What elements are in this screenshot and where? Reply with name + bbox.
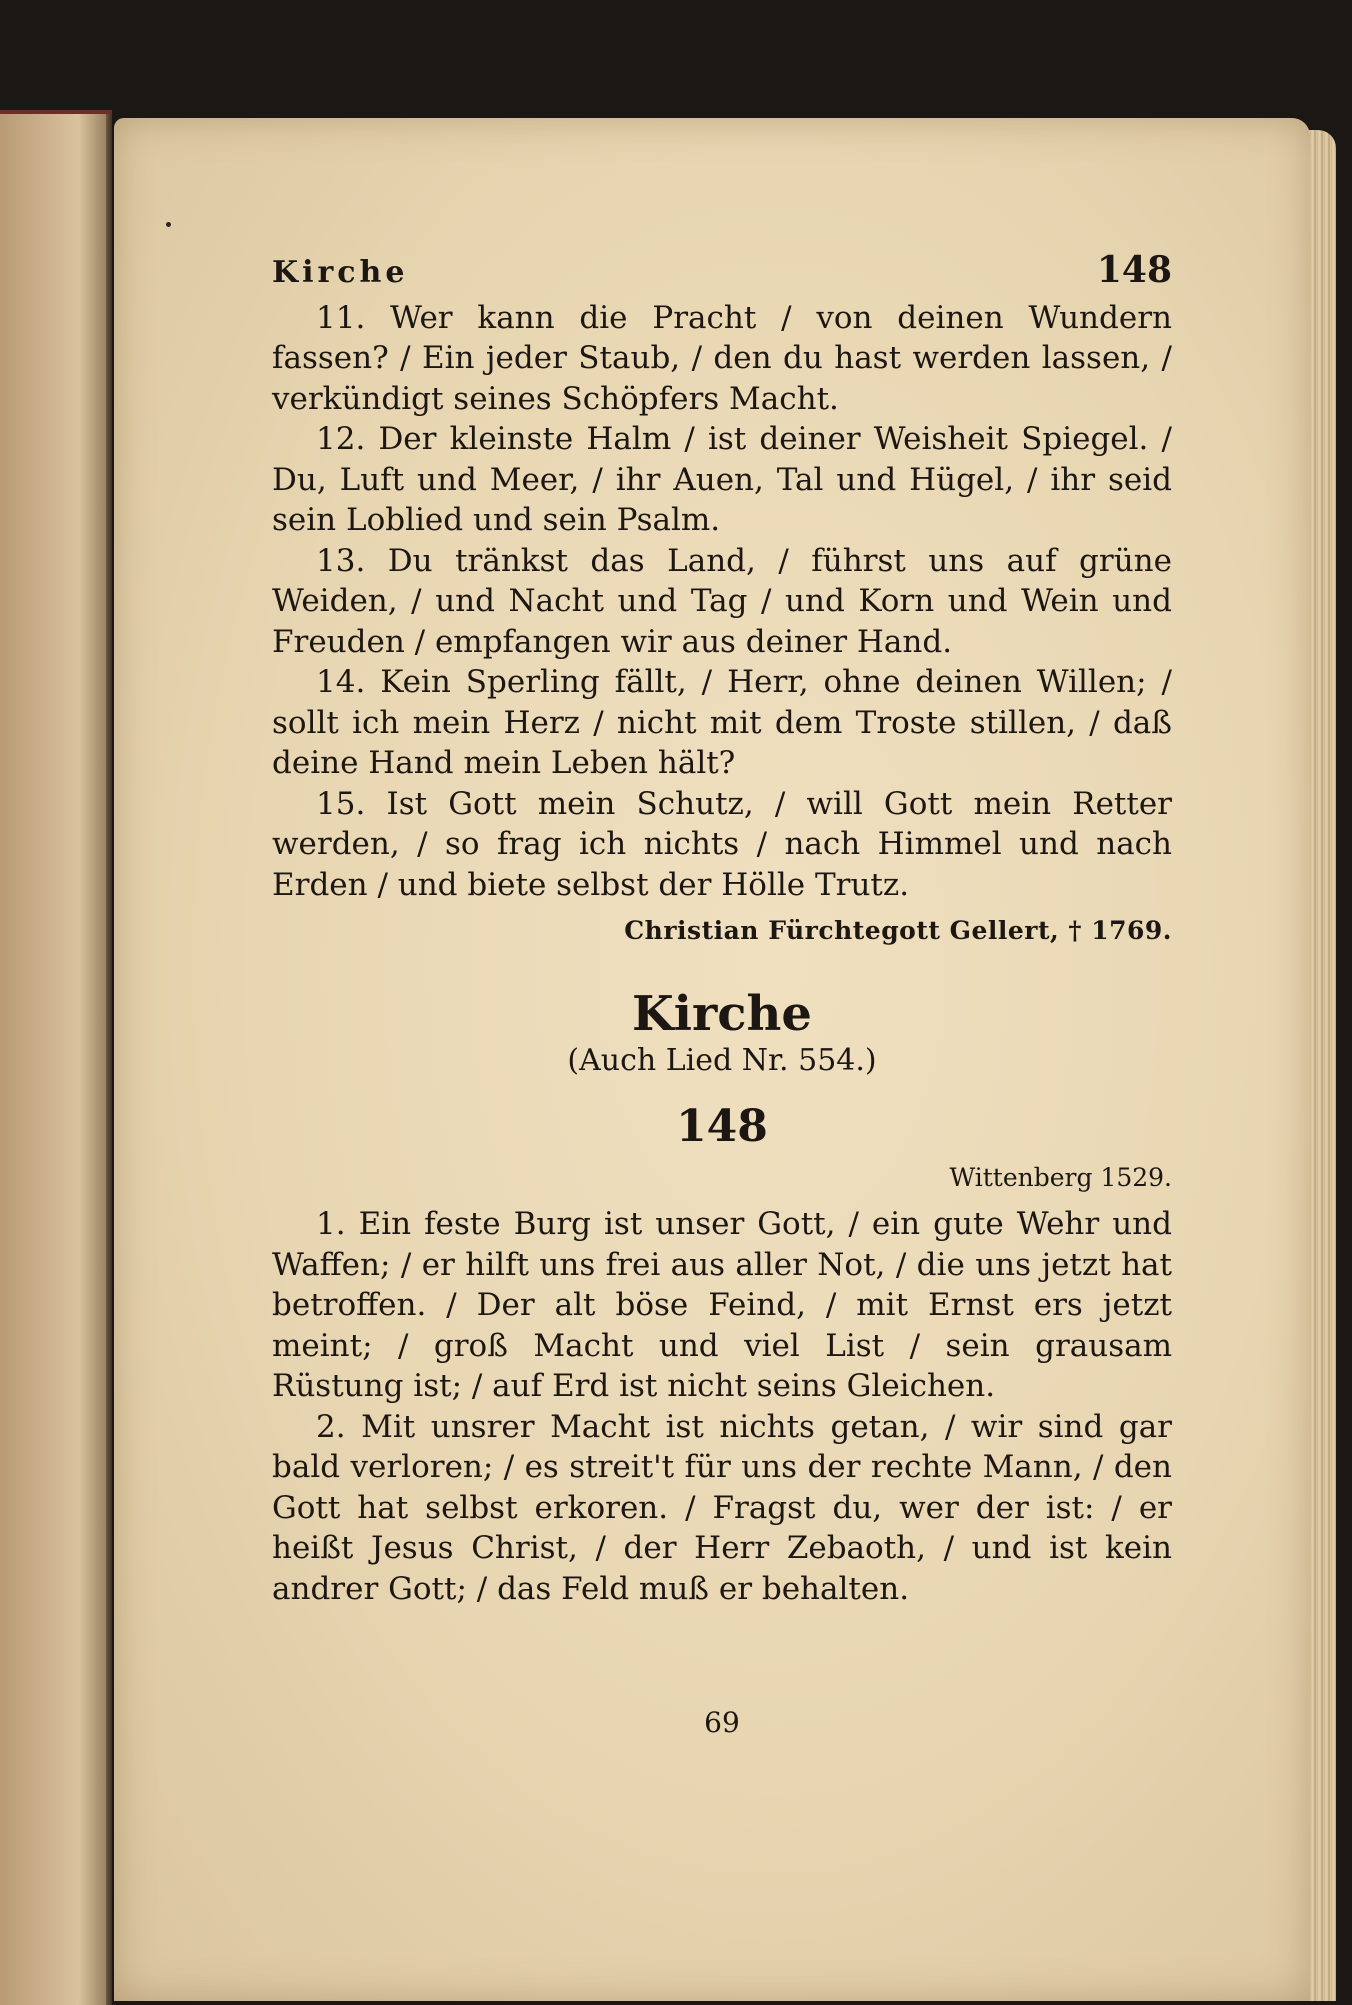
page-number: 69 xyxy=(704,1706,740,1739)
hymn-verse-2: 2. Mit unsrer Macht ist nichts getan, / wir sind gar bald verloren; / es streit't für uns der rechte Mann, / den Gott hat selbst erkoren. / Fragst du, wer der ist: / er heißt Jesus Christ, / der Herr Zebaoth, / und ist kein andrer Gott; / das Feld muß er behalten. xyxy=(272,1408,1172,1607)
melody-credit: Wittenberg 1529. xyxy=(949,1162,1172,1192)
author-credit: Christian Fürchtegott Gellert, † 1769. xyxy=(624,916,1172,945)
verse-11: 11. Wer kann die Pracht / von deinen Wundern fassen? / Ein jeder Staub, / den du hast werden lassen, / verkündigt seines Schöpfers Macht. xyxy=(272,299,1172,417)
left-page-edge xyxy=(0,110,112,2005)
running-header xyxy=(272,250,1172,294)
header-hymn-number: 148 xyxy=(1096,249,1172,291)
verse-15: 15. Ist Gott mein Schutz, / will Gott mein Retter werden, / so frag ich nichts / nach Himmel und nach Erden / und biete selbst der Hölle Trutz. xyxy=(272,785,1172,903)
hymn-number: 148 xyxy=(676,1100,768,1152)
hymn-verse-1: 1. Ein feste Burg ist unser Gott, / ein gute Wehr und Waffen; / er hilft uns frei aus aller Not, / die uns jetzt hat betroffen. / Der alt böse Feind, / mit Ernst ers jetzt meint; / groß Macht und viel List / sein grausam Rüstung ist; / auf Erd ist nicht seins Gleichen. xyxy=(272,1206,1172,1404)
section-subtitle: (Auch Lied Nr. 554.) xyxy=(567,1042,877,1078)
book-gutter xyxy=(106,114,112,2005)
ink-spot xyxy=(166,222,171,227)
page-text xyxy=(272,249,1172,1739)
verse-14: 14. Kein Sperling fällt, / Herr, ohne deinen Willen; / sollt ich mein Herz / nicht mit dem Troste stillen, / daß deine Hand mein Leben hält? xyxy=(272,664,1172,781)
verse-13: 13. Du tränkst das Land, / führst uns auf grüne Weiden, / und Nacht und Tag / und Korn und Wein und Freuden / empfangen wir aus deiner Hand. xyxy=(272,542,1172,660)
running-title: Kirche xyxy=(272,255,409,290)
section-title: Kirche xyxy=(632,985,812,1042)
verse-12: 12. Der kleinste Halm / ist deiner Weisheit Spiegel. / Du, Luft und Meer, / ihr Auen, Tal und Hügel, / ihr seid sein Loblied und sein Psalm. xyxy=(272,421,1172,538)
